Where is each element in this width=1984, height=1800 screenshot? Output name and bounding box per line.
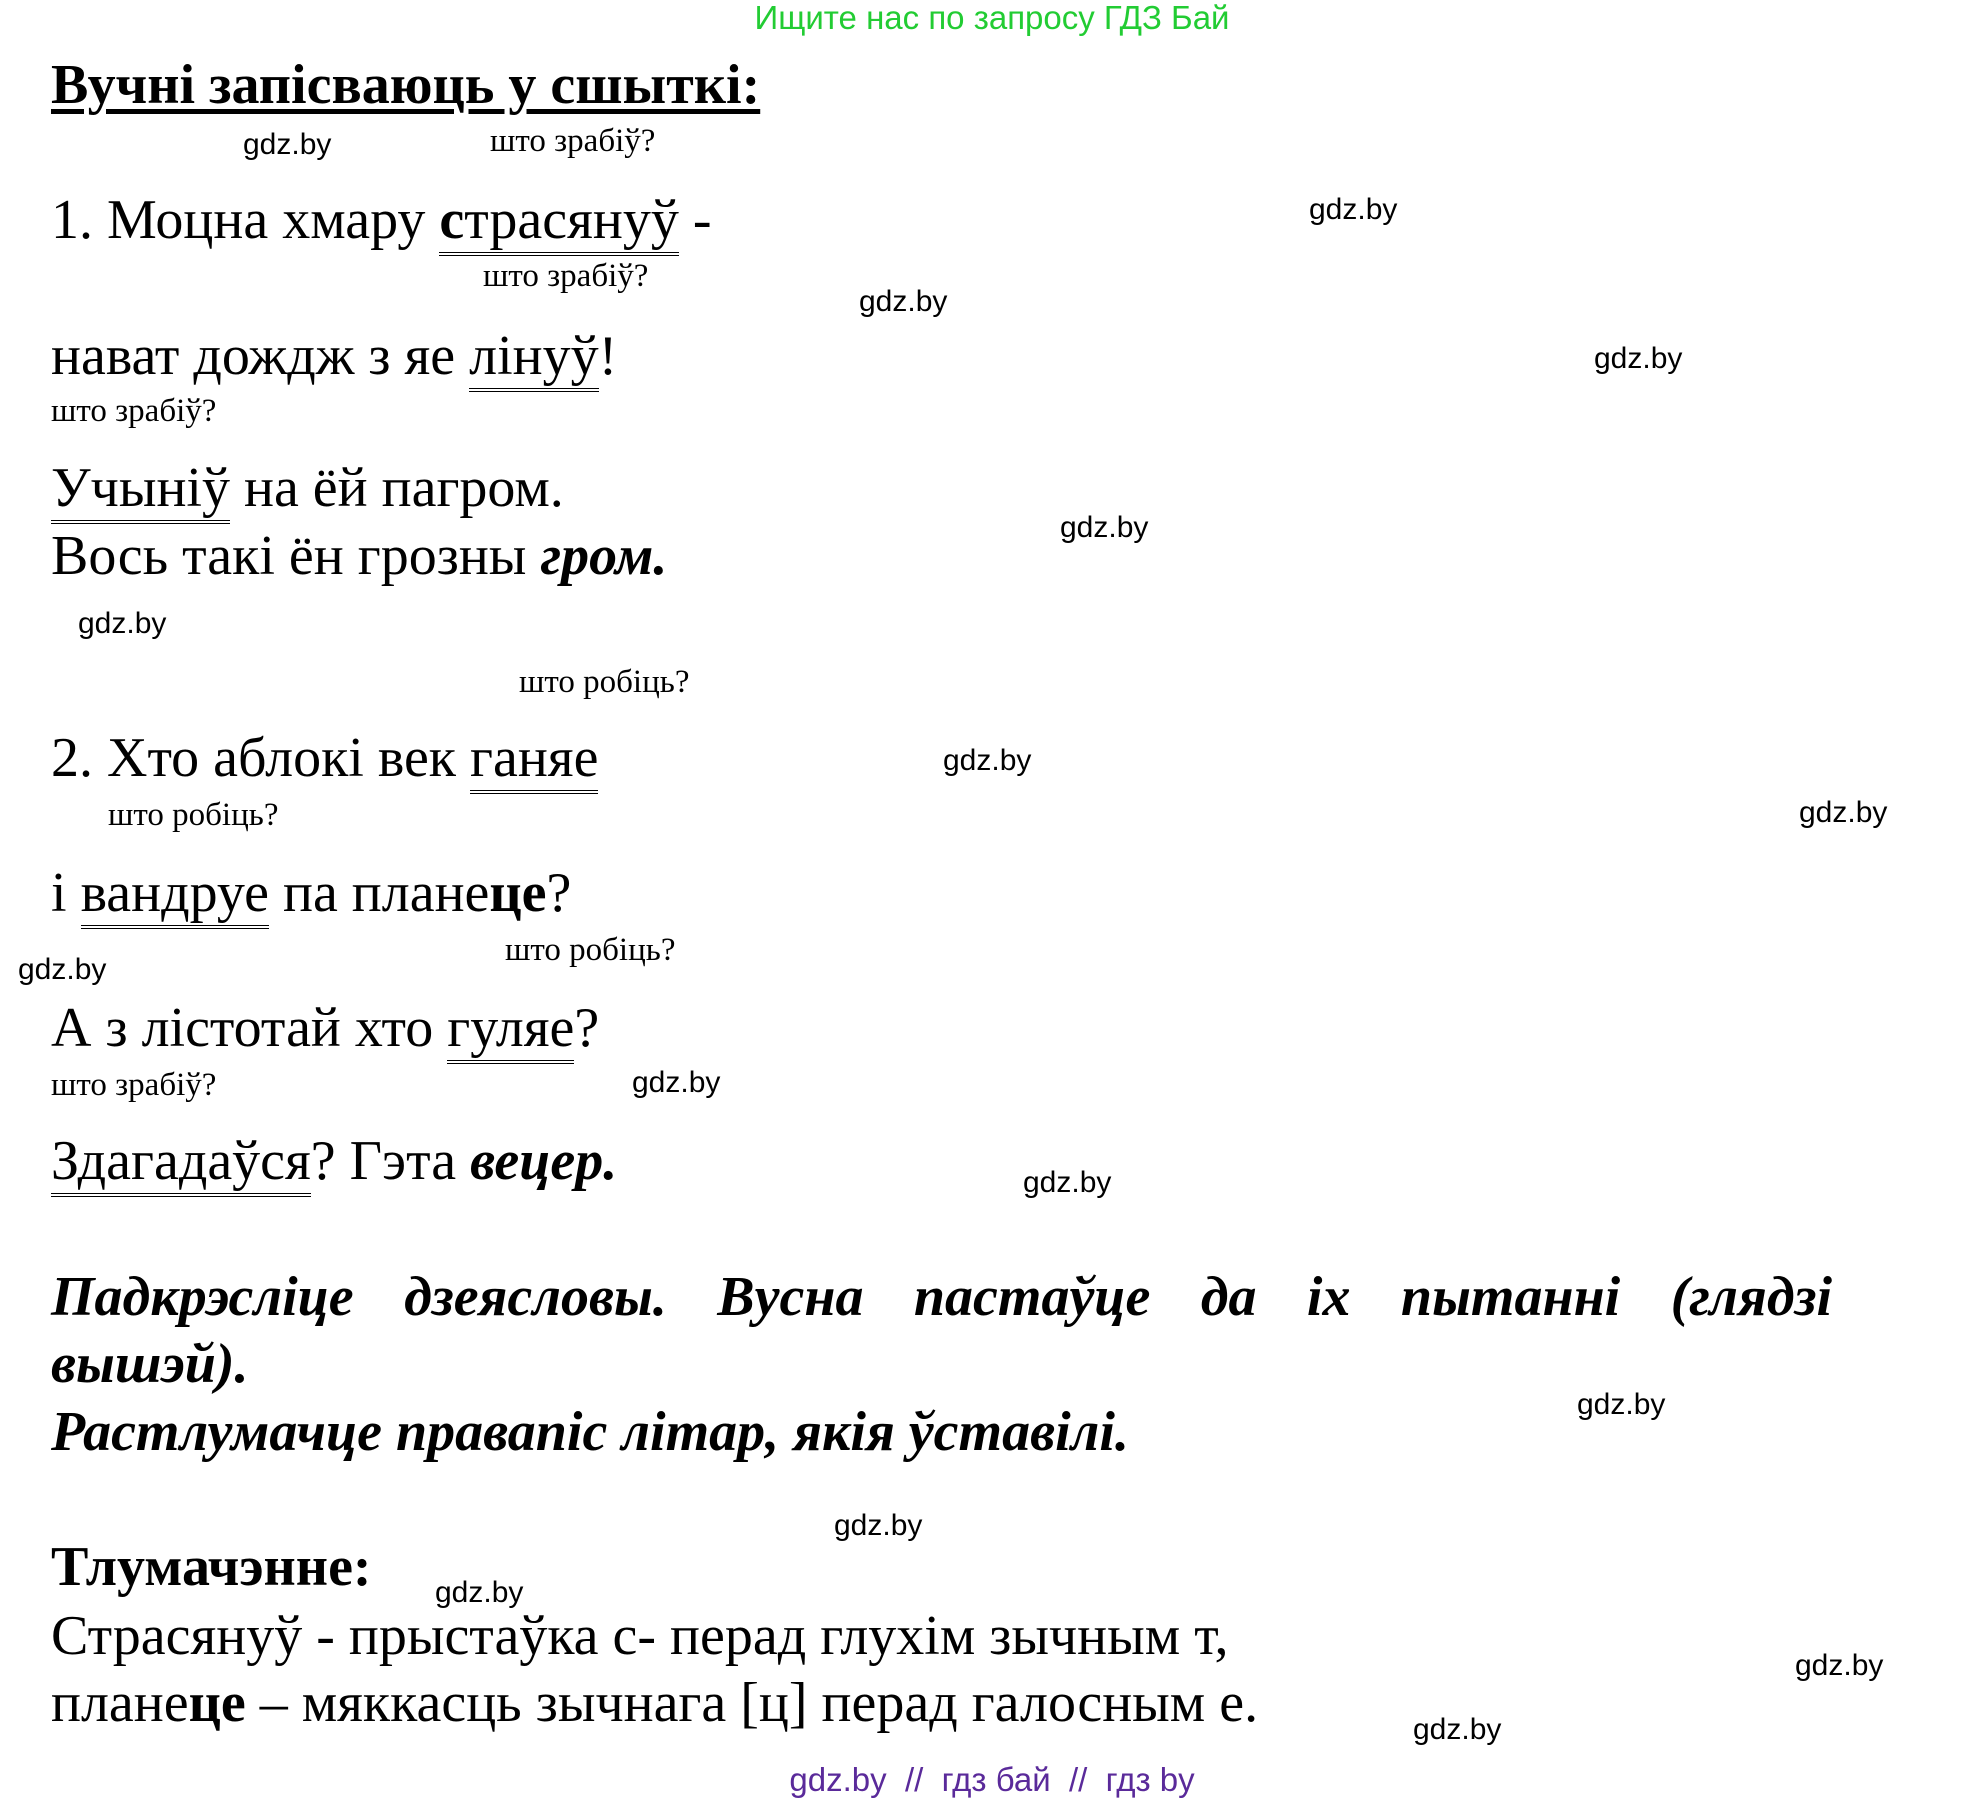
watermark: gdz.by [859, 285, 948, 318]
verb-underlined: гуляе [447, 997, 574, 1064]
explanation-line1: Страсянуў - прыстаўка с- перад глухім зычным т, [51, 1605, 1229, 1667]
verb-underlined [439, 189, 678, 256]
watermark: gdz.by [1023, 1166, 1112, 1199]
watermark: gdz.by [1413, 1713, 1502, 1746]
text: і [51, 862, 81, 924]
watermark: gdz.by [1799, 796, 1888, 829]
watermark: gdz.by [18, 953, 107, 986]
footer-watermark: gdz.by // гдз бай // гдз by [789, 1761, 1195, 1798]
question-label: што зрабіў? [490, 123, 656, 159]
text: на ёй пагром. [229, 457, 564, 519]
instruction-line1: Падкрэсліце дзеясловы. Вусна пастаўце да іх пытанні (глядзі [51, 1266, 1832, 1328]
poem2-line4 [51, 1131, 617, 1193]
question-label: што робіць? [519, 664, 690, 700]
text: нават дождж з яе [51, 325, 470, 387]
watermark: gdz.by [1060, 511, 1149, 544]
watermark: gdz.by [1577, 1388, 1666, 1421]
text: плане [51, 1672, 189, 1734]
text: 2. Хто аблокі век [51, 727, 471, 789]
text: - [678, 189, 712, 251]
verb-underlined: Здагадаўся [51, 1130, 311, 1197]
poem2-line1 [51, 728, 598, 790]
poem2-line3 [51, 998, 599, 1060]
watermark: gdz.by [78, 607, 167, 640]
inserted-letter: с [439, 189, 465, 251]
text: ? Гэта [310, 1130, 471, 1192]
text: А з лістотай хто [51, 997, 448, 1059]
answer-word: гром. [540, 525, 668, 587]
verb-underlined: лінуў [469, 325, 598, 392]
poem1-line1 [51, 190, 711, 252]
verb-underlined: Учыніў [51, 457, 230, 524]
search-banner: Ищите нас по запросу ГДЗ Бай [754, 0, 1230, 36]
text: Вось такі ён грозны [51, 525, 541, 587]
watermark: gdz.by [1309, 193, 1398, 226]
answer-word: вецер. [470, 1130, 618, 1192]
question-label: што робіць? [108, 797, 279, 833]
text: ! [598, 325, 618, 387]
inserted-letters: це [188, 1672, 246, 1734]
instruction-line2: вышэй). [51, 1333, 249, 1395]
text: па плане [268, 862, 490, 924]
poem2-line2 [51, 863, 571, 925]
text: трасянуў [464, 189, 679, 251]
question-label: што зрабіў? [51, 393, 217, 429]
explanation-heading: Тлумачэнне: [51, 1536, 372, 1598]
text: 1. Моцна хмару [51, 189, 440, 251]
watermark: gdz.by [943, 744, 1032, 777]
text: – мяккасць зычнага [ц] перад галосным е. [245, 1672, 1259, 1734]
text: ? [574, 997, 600, 1059]
watermark: gdz.by [834, 1509, 923, 1542]
poem1-line4 [51, 526, 667, 588]
page-title: Вучні запісваюць у сшыткі: [51, 54, 761, 116]
watermark: gdz.by [243, 128, 332, 161]
watermark: gdz.by [435, 1576, 524, 1609]
question-label: што зрабіў? [483, 258, 649, 294]
watermark: gdz.by [632, 1066, 721, 1099]
text: ? [546, 862, 572, 924]
explanation-line2 [51, 1673, 1258, 1735]
inserted-letters: це [489, 862, 547, 924]
verb-underlined: вандруе [81, 862, 269, 929]
question-label: што зрабіў? [51, 1067, 217, 1103]
instruction-line3: Растлумачце правапіс літар, якія ўставілі. [51, 1401, 1129, 1463]
watermark: gdz.by [1795, 1649, 1884, 1682]
verb-underlined: ганяе [470, 727, 598, 794]
poem1-line3 [51, 458, 564, 520]
question-label: што робіць? [505, 932, 676, 968]
watermark: gdz.by [1594, 342, 1683, 375]
poem1-line2 [51, 326, 617, 388]
